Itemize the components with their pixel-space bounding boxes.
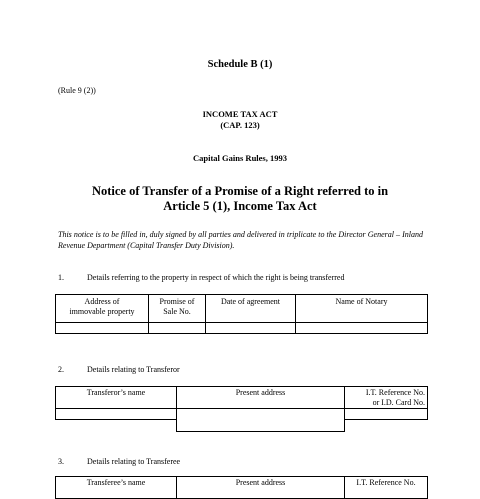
header-line: Sale No. (163, 307, 191, 316)
act-chapter: (CAP. 123) (220, 120, 260, 130)
column-header-reference (345, 387, 428, 409)
date-field[interactable] (206, 323, 296, 334)
section-3-heading (58, 457, 180, 466)
transferor-name-field[interactable] (56, 409, 177, 420)
table-header-row (56, 295, 428, 323)
notice-title-line-2: Article 5 (1), Income Tax Act (163, 199, 317, 213)
transferor-details-table (55, 386, 428, 432)
transferor-address-field[interactable] (177, 409, 345, 432)
header-line: Address of (84, 297, 120, 306)
section-2-number: 2. (58, 365, 64, 374)
table-header-row (56, 387, 428, 409)
header-line: immovable property (69, 307, 135, 316)
instruction-line-1: This notice is to be filled in, duly signed by all parties and delivered in triplicate to the (58, 230, 337, 239)
instruction-text (58, 229, 423, 251)
header-line: I.T. Reference No. (365, 388, 425, 397)
notice-title (0, 184, 480, 214)
section-1-title: Details referring to the property in respect of which the right is being transferred (87, 273, 345, 282)
column-header-transferor-name (56, 387, 177, 409)
section-1-heading (58, 273, 344, 282)
address-field[interactable] (56, 323, 149, 334)
act-title (0, 109, 480, 131)
transferee-details-table (55, 476, 428, 499)
column-header-promise (149, 295, 206, 323)
schedule-title: Schedule B (1) (207, 59, 273, 70)
section-1-number: 1. (58, 273, 64, 282)
instruction-line-2: Director General – Inland Revenue Department (Capital Transfer Duty Division). (58, 230, 423, 250)
notice-title-line-1: Notice of Transfer of a Promise of a Right referred to in (91, 184, 389, 198)
header-line: Name of Notary (335, 297, 388, 306)
rules-title: Capital Gains Rules, 1993 (193, 153, 287, 163)
transferor-reference-field[interactable] (345, 409, 428, 420)
empty-cell (56, 420, 177, 432)
header-line: Present address (235, 478, 286, 487)
header-line: Transferor’s name (86, 388, 146, 397)
rule-reference: (Rule 9 (2)) (58, 86, 96, 95)
header-line: Present address (235, 388, 286, 397)
empty-cell (345, 420, 428, 432)
column-header-address (56, 295, 149, 323)
header-line: Promise of (159, 297, 195, 306)
property-details-table (55, 294, 428, 334)
header-line: Transferee’s name (86, 478, 146, 487)
header-line: Date of agreement (220, 297, 281, 306)
section-3-title: Details relating to Transferee (87, 457, 181, 466)
header-line: I.T. Reference No. (356, 478, 416, 487)
header-line: or I.D. Card No. (372, 398, 425, 407)
column-header-date (206, 295, 296, 323)
section-2-title: Details relating to Transferor (87, 365, 180, 374)
section-2-heading (58, 365, 180, 374)
table-row (56, 409, 428, 420)
column-header-notary (296, 295, 428, 323)
promise-no-field[interactable] (149, 323, 206, 334)
table-row (56, 323, 428, 334)
section-3-number: 3. (58, 457, 64, 466)
column-header-present-address (177, 387, 345, 409)
notary-field[interactable] (296, 323, 428, 334)
act-name: INCOME TAX ACT (202, 109, 278, 119)
